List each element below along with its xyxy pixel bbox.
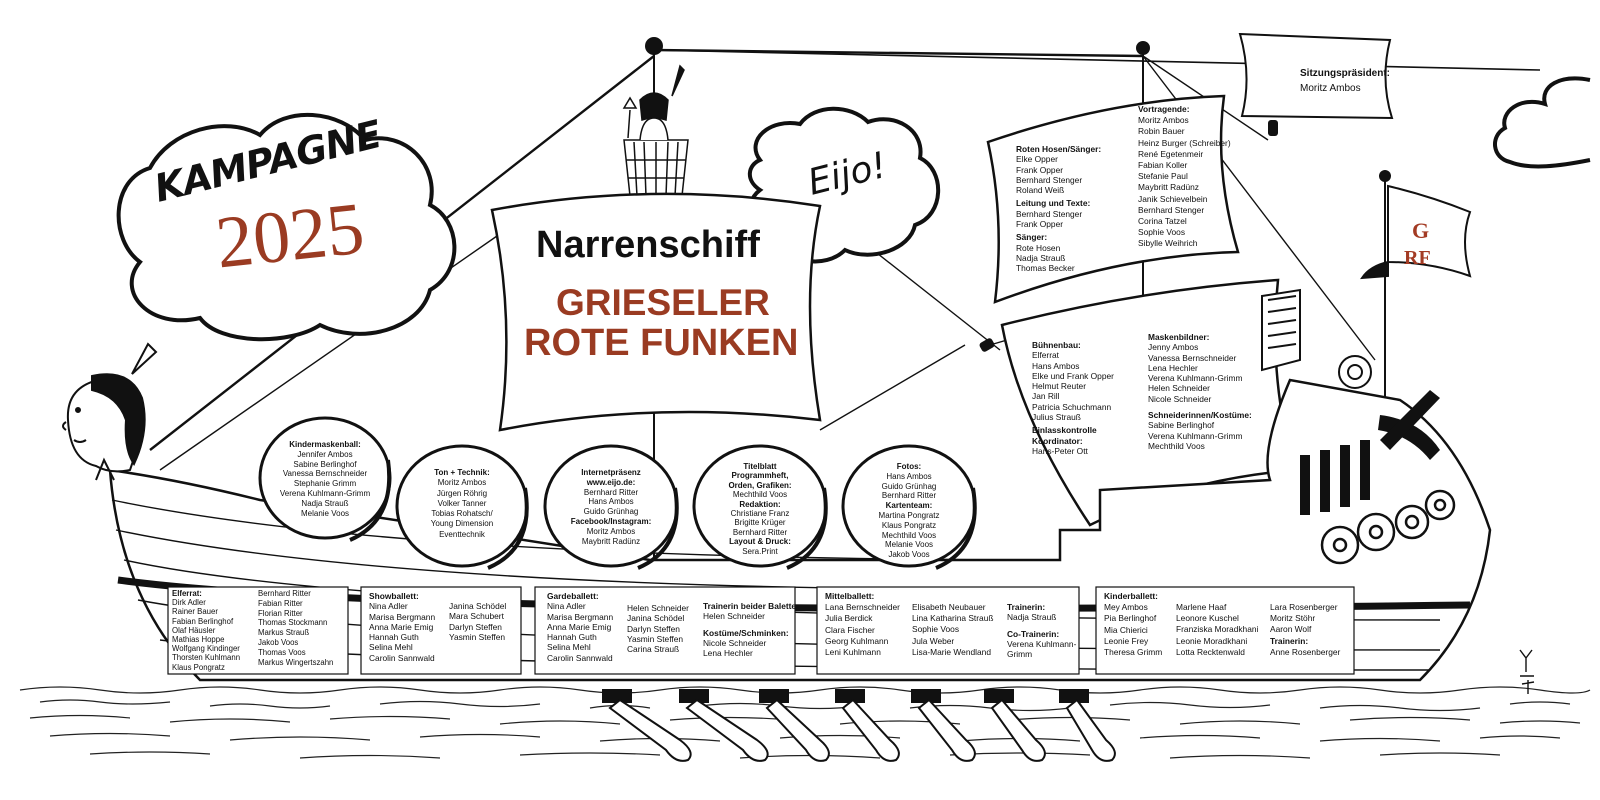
einlass-header: Koordinator: [1032, 435, 1083, 446]
hull-mittelballett-col2 [912, 602, 993, 658]
mittelballett-name: Lina Katharina Strauß [912, 613, 994, 624]
vortragende-name: Bernhard Stenger [1138, 204, 1205, 215]
showballett-name: Darlyn Steffen [449, 621, 502, 632]
vortragende-name: Janik Schievelbein [1138, 193, 1208, 204]
elferrat-name: Florian Ritter [258, 608, 303, 618]
hull-elferrat-col1 [172, 589, 240, 672]
vortragende-name: Fabian Koller [1138, 160, 1188, 171]
hull-kinderballett-col2 [1176, 602, 1258, 658]
gardeballett-name: Nina Adler [547, 601, 586, 612]
co-trainerin-header: Co-Trainerin: [1007, 628, 1060, 639]
kostueme-header: Kostüme/Schminken: [703, 627, 789, 638]
flag-letter-g: G [1412, 218, 1430, 243]
kinderballett-name: Lara Rosenberger [1270, 602, 1338, 612]
showballett-name: Mara Schubert [449, 611, 504, 622]
showballett-name: Hannah Guth [369, 632, 419, 643]
sail-lower-right-column [1148, 332, 1252, 451]
co-trainerin-name: Grimm [1007, 649, 1033, 660]
schneider-name: Verena Kuhlmann-Grimm [1148, 430, 1243, 441]
mittelballett-name: Sophie Voos [912, 624, 960, 635]
trainerin-balette-header: Trainerin beider Balette: [703, 601, 799, 611]
showballett-name: Selina Mehl [369, 642, 413, 653]
internet-name: Guido Grünhag [583, 507, 639, 517]
elferrat-name: Fabian Ritter [258, 598, 303, 608]
circle-titelblatt [700, 462, 820, 556]
kartenteam-name: Jakob Voos [888, 550, 930, 560]
sail-upper-left-column [1016, 144, 1101, 274]
schneider-name: Sabine Berlinghof [1148, 420, 1215, 431]
club-name-line2: ROTE FUNKEN [524, 322, 799, 364]
gardeballett-header: Gardeballett: [547, 591, 599, 601]
elferrat-name: Rainer Bauer [172, 607, 218, 617]
maskenbildner-name: Verena Kuhlmann-Grimm [1148, 373, 1243, 384]
titelblatt-name: Mechthild Voos [732, 490, 788, 500]
maskenbildner-name: Helen Schneider [1148, 383, 1210, 394]
gardeballett-name: Helen Schneider [627, 603, 689, 613]
fotos-name: Bernhard Ritter [881, 491, 937, 501]
buehnenbau-name: Helmut Reuter [1032, 381, 1086, 392]
kindermaskenball-name: Melanie Voos [300, 508, 350, 518]
hull-kinderballett-col1 [1104, 591, 1162, 658]
kinderballett-header: Kinderballett: [1104, 591, 1158, 601]
gardeballett-name: Janina Schödel [627, 613, 685, 624]
kinder-trainerin-name: Anne Rosenberger [1270, 646, 1341, 657]
roten-hosen-name: Elke Opper [1016, 154, 1058, 165]
circle-internet [551, 468, 671, 546]
layout-header: Layout & Druck: [729, 537, 791, 547]
kinderballett-name: Mey Ambos [1104, 602, 1148, 613]
saenger-name: Nadja Strauß [1016, 252, 1066, 263]
hull-elferrat-col2 [258, 589, 333, 667]
elferrat-name: Dirk Adler [172, 598, 206, 608]
redaktion-name: Bernhard Ritter [732, 527, 788, 537]
hull-kinderballett-col3 [1270, 602, 1340, 658]
sitzung-header: Sitzungspräsident: [1300, 68, 1391, 79]
roten-hosen-header: Roten Hosen/Sänger: [1016, 144, 1102, 154]
mittelballett-name: Leni Kuhlmann [825, 647, 881, 658]
hull-mittelballett-col1 [825, 591, 900, 658]
elferrat-name: Bernhard Ritter [258, 589, 311, 598]
maskenbildner-name: Vanessa Bernschneider [1148, 352, 1237, 363]
vortragende-name: Sophie Voos [1138, 227, 1186, 238]
mittelballett-name: Georg Kuhlmann [825, 635, 889, 646]
facebook-name: Moritz Ambos [586, 526, 636, 536]
kartenteam-name: Martina Pongratz [878, 510, 940, 520]
gardeballett-name: Carolin Sannwald [547, 652, 613, 663]
vortragende-list [1138, 104, 1231, 250]
hull-gardeballett-col1 [547, 591, 613, 663]
fotos-header: Fotos: [896, 462, 922, 471]
redaktion-name: Christiane Franz [730, 509, 790, 519]
kartenteam-name: Melanie Voos [884, 540, 934, 550]
hull-showballett-col2 [449, 601, 506, 642]
mittelballett-name: Clara Fischer [825, 624, 875, 635]
showballett-name: Marisa Bergmann [369, 611, 436, 622]
redaktion-header: Redaktion: [739, 499, 781, 509]
kinderballett-name: Aaron Wolf [1270, 624, 1312, 635]
roten-hosen-name: Roland Weiß [1016, 185, 1065, 196]
hull-mittelballett-col3 [1007, 602, 1076, 659]
roten-hosen-name: Bernhard Stenger [1016, 174, 1083, 185]
crows-nest [624, 66, 688, 196]
campaign-year: 2025 [212, 187, 368, 285]
showballett-name: Yasmin Steffen [449, 631, 506, 642]
mittel-trainerin-name: Nadja Strauß [1007, 612, 1057, 623]
kartenteam-header: Kartenteam: [885, 501, 933, 511]
gardeballett-name: Carina Strauß [627, 644, 680, 655]
kinderballett-name: Leonie Moradkhani [1176, 635, 1248, 646]
hull-showballett-col1 [369, 591, 435, 663]
sitzung-name: Moritz Ambos [1300, 83, 1361, 94]
showballett-name: Janina Schödel [449, 601, 507, 611]
maskenbildner-header: Maskenbildner: [1148, 332, 1210, 342]
layout-name: Sera.Print [742, 546, 778, 556]
maskenbildner-name: Nicole Schneider [1148, 393, 1212, 404]
elferrat-name: Klaus Pongratz [172, 662, 225, 672]
gardeballett-name: Selina Mehl [547, 642, 591, 653]
einlass-name: Hans-Peter Ott [1032, 445, 1088, 456]
vortragende-name: Stefanie Paul [1138, 171, 1188, 182]
vortragende-name: Robin Bauer [1138, 126, 1185, 137]
club-name-line1: GRIESELER [556, 282, 770, 323]
buehnenbau-name: Patricia Schuchmann [1032, 401, 1112, 412]
internet-name: Bernhard Ritter [583, 487, 639, 497]
elferrat-name: Wolfgang Kindinger [172, 644, 240, 654]
redaktion-name: Brigitte Krüger [734, 518, 786, 528]
kindermaskenball-name: Vanessa Bernschneider [282, 469, 368, 479]
saenger-name: Thomas Becker [1016, 263, 1075, 274]
internet-header: www.eijo.de: [586, 477, 636, 487]
sitzungspraesident [1300, 66, 1390, 96]
technik-name: Eventtechnik [439, 529, 485, 539]
mittelballett-name: Jula Weber [912, 635, 955, 646]
titelblatt-header: Orden, Grafiken: [728, 480, 792, 490]
kostueme-name: Nicole Schneider [703, 637, 767, 648]
circle-kindermaskenball [265, 440, 385, 518]
kindermaskenball-name: Sabine Berlinghof [293, 459, 357, 469]
kinderballett-name: Pia Berlinghof [1104, 613, 1157, 624]
mittelballett-name: Lisa-Marie Wendland [912, 646, 991, 657]
titelblatt-header: Programmheft, [731, 471, 789, 481]
trainerin-balette-name: Helen Schneider [703, 611, 765, 622]
elferrat-name: Thomas Voos [258, 647, 306, 657]
internet-header: Internetpräsenz [581, 468, 641, 477]
roten-hosen-name: Frank Opper [1016, 164, 1064, 175]
buehnenbau-name: Julius Strauß [1032, 412, 1081, 423]
mittelballett-name: Lana Bernschneider [825, 602, 900, 613]
co-trainerin-name: Verena Kuhlmann- [1007, 638, 1077, 649]
elferrat-name: Olaf Häusler [172, 625, 216, 635]
showballett-name: Nina Adler [369, 601, 408, 612]
gardeballett-name: Anna Marie Emig [547, 621, 612, 632]
technik-name: Jürgen Röhrig [436, 488, 488, 498]
sail-title: Narrenschiff [536, 224, 760, 266]
elferrat-name: Thorsten Kuhlmann [172, 653, 241, 663]
kinderballett-name: Lotta Recktenwald [1176, 646, 1245, 657]
hull-gardeballett-col2 [627, 603, 689, 654]
leitung-name: Bernhard Stenger [1016, 208, 1083, 219]
vortragende-name: Maybritt Radünz [1138, 182, 1199, 193]
internet-name: Hans Ambos [588, 497, 634, 507]
technik-name: Tobias Rohatsch/ [431, 509, 493, 519]
circle-fotos [849, 462, 969, 560]
buehnenbau-name: Elke und Frank Opper [1032, 370, 1114, 381]
vortragende-header: Vortragende: [1138, 104, 1190, 114]
buehnenbau-header: Bühnenbau: [1032, 340, 1081, 350]
elferrat-name: Thomas Stockmann [258, 618, 328, 628]
kinderballett-name: Leonie Frey [1104, 635, 1149, 646]
schneider-name: Mechthild Voos [1148, 440, 1205, 451]
technik-header: Ton + Technik: [434, 468, 490, 477]
mittel-trainerin-header: Trainerin: [1007, 602, 1046, 612]
kindermaskenball-name: Stephanie Grimm [293, 479, 357, 489]
eijo-label: Eijo! [804, 144, 891, 204]
kindermaskenball-name: Jennifer Ambos [297, 449, 353, 459]
leitung-header: Leitung und Texte: [1016, 198, 1091, 209]
kinderballett-name: Marlene Haaf [1176, 602, 1227, 612]
technik-name: Young Dimension [430, 519, 494, 529]
circle-technik [402, 468, 522, 540]
kindermaskenball-name: Verena Kuhlmann-Grimm [279, 488, 371, 498]
maskenbildner-name: Lena Hechler [1148, 362, 1198, 373]
kinderballett-name: Theresa Grimm [1104, 647, 1163, 658]
titelblatt-header: Titelblatt [743, 462, 777, 471]
mittelballett-name: Elisabeth Neubauer [912, 602, 986, 612]
vortragende-name: René Egetenmeir [1138, 148, 1204, 159]
vortragende-name: Sibylle Weihrich [1138, 238, 1198, 249]
right-cloud [1495, 78, 1590, 166]
figurehead [63, 344, 156, 480]
elferrat-header: Elferrat: [172, 589, 202, 598]
kartenteam-name: Klaus Pongratz [881, 520, 937, 530]
facebook-name: Maybritt Radünz [581, 536, 641, 546]
saenger-name: Rote Hosen [1016, 242, 1061, 253]
sail-lower-left-column [1032, 340, 1114, 456]
kindermaskenball-header: Kindermaskenball: [289, 440, 361, 449]
kartenteam-name: Mechthild Voos [881, 530, 937, 540]
elferrat-name: Mathias Hoppe [172, 635, 225, 645]
vortragende-name: Corina Tatzel [1138, 216, 1187, 227]
buehnenbau-name: Hans Ambos [1032, 360, 1080, 371]
kostueme-name: Lena Hechler [703, 648, 753, 659]
vortragende-name: Moritz Ambos [1138, 115, 1189, 126]
oars [603, 690, 1115, 761]
gardeballett-name: Yasmin Steffen [627, 633, 684, 644]
flag-letters-rf: RF [1404, 247, 1431, 269]
maskenbildner-name: Jenny Ambos [1148, 342, 1199, 353]
saenger-header: Sänger: [1016, 232, 1048, 243]
technik-name: Moritz Ambos [437, 478, 487, 488]
stern [1262, 290, 1371, 388]
leitung-name: Frank Opper [1016, 219, 1064, 230]
kinderballett-name: Leonore Kuschel [1176, 613, 1239, 624]
elferrat-name: Markus Wingertszahn [258, 657, 334, 667]
kinder-trainerin-header: Trainerin: [1270, 635, 1309, 646]
showballett-name: Anna Marie Emig [369, 621, 434, 632]
buehnenbau-name: Jan Rill [1032, 391, 1060, 402]
showballett-name: Carolin Sannwald [369, 652, 435, 663]
buehnenbau-name: Elferrat [1032, 350, 1059, 361]
hull-gardeballett-col3 [703, 601, 799, 658]
elferrat-name: Fabian Berlinghof [172, 616, 234, 626]
facebook-header: Facebook/Instagram: [570, 516, 652, 526]
elferrat-name: Markus Strauß [258, 628, 310, 638]
gardeballett-name: Hannah Guth [547, 632, 597, 643]
vortragende-name: Heinz Burger (Schreiber) [1138, 137, 1231, 148]
kinderballett-name: Franziska Moradkhani [1176, 624, 1259, 635]
mittelballett-name: Julia Berdick [825, 613, 873, 624]
fotos-name: Hans Ambos [886, 471, 932, 481]
kinderballett-name: Moritz Stöhr [1270, 613, 1316, 624]
kindermaskenball-name: Nadja Strauß [301, 498, 349, 508]
einlass-header: Einlasskontrolle [1032, 425, 1097, 436]
fotos-name: Guido Grünhag [881, 481, 937, 491]
elferrat-name: Jakob Voos [258, 637, 299, 647]
showballett-header: Showballett: [369, 591, 419, 601]
kampagne-label: KAMPAGNE [150, 112, 386, 211]
kinderballett-name: Mia Chierici [1104, 624, 1148, 635]
technik-name: Volker Tanner [437, 498, 487, 508]
mittelballett-header: Mittelballett: [825, 591, 875, 601]
gardeballett-name: Darlyn Steffen [627, 623, 680, 634]
schneider-header: Schneiderinnen/Kostüme: [1148, 410, 1252, 421]
gardeballett-name: Marisa Bergmann [547, 611, 614, 622]
